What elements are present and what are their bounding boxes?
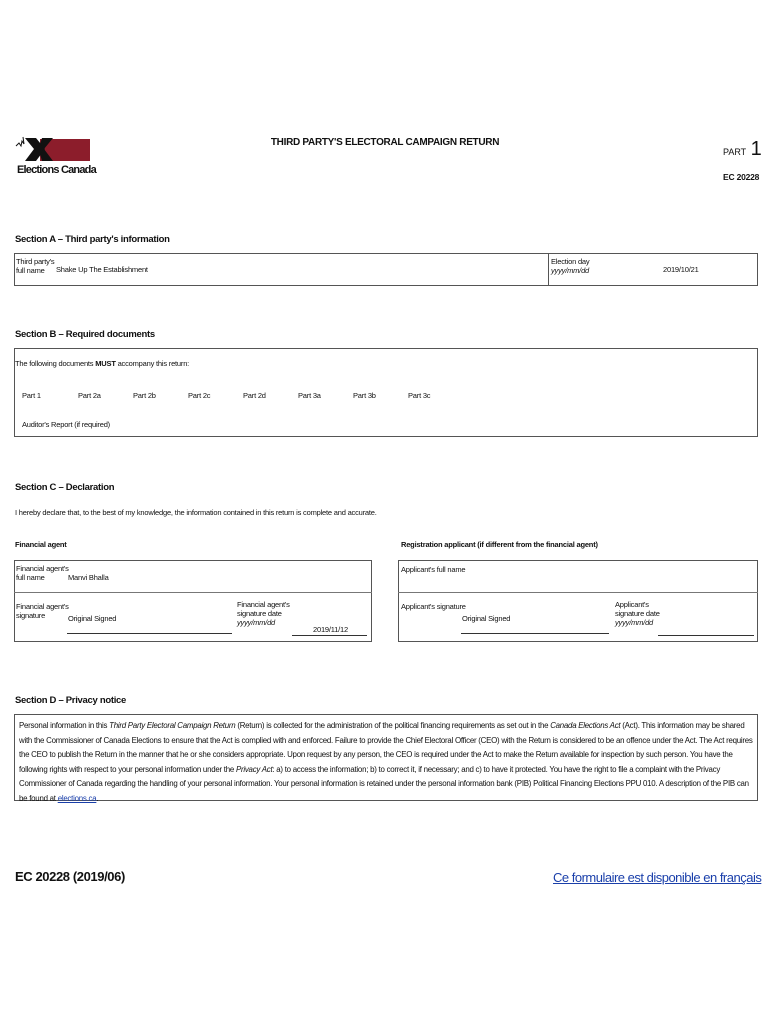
financial-agent-date-label bbox=[237, 600, 290, 627]
applicant-signature-value[interactable]: Original Signed bbox=[462, 614, 511, 623]
applicant-divider bbox=[398, 592, 758, 593]
financial-agent-divider bbox=[14, 592, 372, 593]
part-label: PART bbox=[723, 147, 747, 157]
election-day-value[interactable]: 2019/10/21 bbox=[663, 265, 699, 274]
part-number: 1 bbox=[750, 138, 762, 160]
label-line: Applicant's bbox=[615, 600, 649, 609]
doc-auditors-report: Auditor's Report (if required) bbox=[22, 420, 110, 429]
label-line: Third party's bbox=[16, 257, 55, 266]
label-line: yyyy/mm/dd bbox=[615, 618, 654, 627]
section-a-divider bbox=[548, 253, 549, 286]
doc-part-3c: Part 3c bbox=[408, 391, 431, 400]
form-title: THIRD PARTY'S ELECTORAL CAMPAIGN RETURN bbox=[270, 137, 500, 148]
french-version-link[interactable]: Ce formulaire est disponible en français bbox=[553, 870, 762, 885]
declaration-text: I hereby declare that, to the best of my knowledge, the information contained in this return is complete and accurate. bbox=[15, 508, 377, 517]
privacy-text: (Return) is collected for the administration of the political financing requirements as set out in the bbox=[235, 721, 551, 730]
financial-agent-signature-label bbox=[16, 602, 69, 620]
doc-part-3a: Part 3a bbox=[298, 391, 321, 400]
label-line: full name bbox=[16, 266, 45, 275]
applicant-signature-label: Applicant's signature bbox=[401, 602, 466, 611]
form-version: EC 20228 (2019/06) bbox=[15, 869, 125, 884]
logo-text: Elections Canada bbox=[17, 164, 96, 176]
doc-part-2d: Part 2d bbox=[243, 391, 266, 400]
financial-agent-signature-value[interactable]: Original Signed bbox=[68, 614, 117, 623]
label-line: Financial agent's bbox=[16, 602, 69, 611]
privacy-italic: Third Party Electoral Campaign Return bbox=[109, 721, 236, 730]
label-line: Financial agent's bbox=[16, 564, 69, 573]
privacy-notice-text bbox=[19, 719, 753, 806]
privacy-text: (Act). This information may be shared with the Commissioner of Canada Elections to ensure that the Act is complied with and enforced. Failure to provide the Chief Electoral Officer (CEO) with the Return is considered to be an offence under the Act. The Act requires the CEO to publish the Return in the manner that he or she considers appropriate. Upon request by any person, the CEO is required under the Act to make the Return available for inspection by such person. You have the following rights with respect to your personal information under the bbox=[19, 721, 753, 774]
applicant-heading: Registration applicant (if different from the financial agent) bbox=[401, 540, 598, 549]
intro-text-end: accompany this return: bbox=[115, 359, 190, 368]
section-a-heading: Section A – Third party's information bbox=[15, 234, 170, 245]
privacy-italic: Canada Elections Act bbox=[550, 721, 621, 730]
label-line: Financial agent's bbox=[237, 600, 290, 609]
label-line: Election day bbox=[551, 257, 590, 266]
financial-agent-date-line bbox=[292, 635, 367, 636]
doc-part-2c: Part 2c bbox=[188, 391, 211, 400]
election-day-label bbox=[551, 257, 589, 275]
doc-part-2b: Part 2b bbox=[133, 391, 156, 400]
third-party-name-value[interactable]: Shake Up The Establishment bbox=[56, 265, 148, 274]
form-code: EC 20228 bbox=[723, 172, 760, 182]
third-party-name-label bbox=[16, 257, 54, 275]
financial-agent-date-value[interactable]: 2019/11/12 bbox=[313, 625, 348, 634]
part-indicator bbox=[723, 138, 762, 161]
required-documents-intro bbox=[15, 359, 189, 368]
section-b-heading: Section B – Required documents bbox=[15, 329, 155, 340]
label-line: signature bbox=[16, 611, 46, 620]
label-line: signature date bbox=[615, 609, 660, 618]
doc-part-3b: Part 3b bbox=[353, 391, 376, 400]
privacy-text: Personal information in this bbox=[19, 721, 110, 730]
doc-part-1: Part 1 bbox=[22, 391, 41, 400]
label-line: yyyy/mm/dd bbox=[237, 618, 276, 627]
doc-part-2a: Part 2a bbox=[78, 391, 101, 400]
intro-must: MUST bbox=[95, 359, 116, 368]
financial-agent-signature-line bbox=[67, 633, 232, 634]
elections-ca-link[interactable]: elections.ca bbox=[57, 793, 97, 803]
financial-agent-heading: Financial agent bbox=[15, 540, 67, 549]
intro-text: The following documents bbox=[15, 359, 96, 368]
applicant-name-label: Applicant's full name bbox=[401, 565, 466, 574]
section-c-heading: Section C – Declaration bbox=[15, 482, 115, 493]
applicant-date-line bbox=[658, 635, 754, 636]
financial-agent-name-label bbox=[16, 564, 69, 582]
financial-agent-name-value[interactable]: Manvi Bhalla bbox=[68, 573, 109, 582]
applicant-date-label bbox=[615, 600, 660, 627]
section-d-heading: Section D – Privacy notice bbox=[15, 695, 126, 706]
privacy-text: : a) to access the information; b) to correct it, if necessary; and c) to have it protected. You have the right to file a complaint with the Privacy Commissioner of Canada regarding the handling of your personal information. Your personal information is retained under the personal information bank (PIB) Political Financing Elections PPU 010. A description of the PIB can be found at bbox=[19, 764, 749, 803]
label-line: full name bbox=[16, 573, 45, 582]
label-line: signature date bbox=[237, 609, 282, 618]
label-line: yyyy/mm/dd bbox=[551, 266, 590, 275]
privacy-italic: Privacy Act bbox=[235, 764, 273, 774]
applicant-signature-line bbox=[461, 633, 609, 634]
privacy-text: . bbox=[96, 793, 99, 803]
